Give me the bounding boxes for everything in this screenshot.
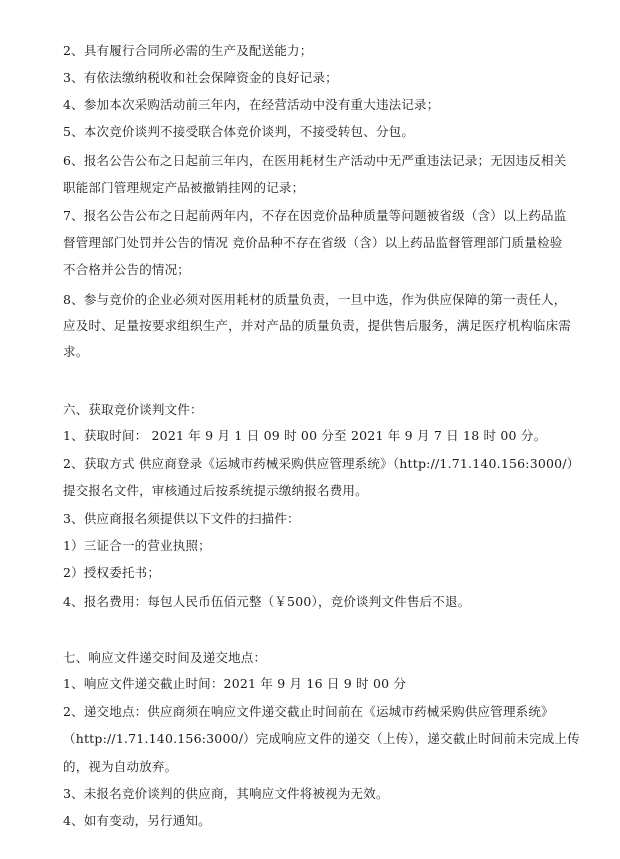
requirement-6-line-1: 6、报名公告公布之日起前三年内，在医用耗材生产活动中无严重违法记录；无因违反相关 xyxy=(63,153,567,168)
requirement-4: 4、参加本次采购活动前三年内，在经营活动中没有重大违法记录； xyxy=(63,97,440,112)
requirement-8-line-3: 求。 xyxy=(63,344,89,359)
section-7-item-2-line-1: 2、递交地点：供应商须在响应文件递交截止时间前在《运城市药械采购供应管理系统》 xyxy=(63,704,554,719)
section-6-item-3: 3、供应商报名须提供以下文件的扫描件： xyxy=(63,511,300,526)
section-7-item-2-line-2: （http://1.71.140.156:3000/）完成响应文件的递交（上传），递交截止时间前未完成上传 xyxy=(63,731,580,746)
requirement-5: 5、本次竞价谈判不接受联合体竞价谈判，不接受转包、分包。 xyxy=(63,124,415,139)
requirement-7-line-2: 督管理部门处罚并公告的情况 竞价品种不存在省级（含）以上药品监督管理部门质量检验 xyxy=(63,235,563,250)
section-7-item-4: 4、如有变动，另行通知。 xyxy=(63,813,211,828)
requirement-8-line-2: 应及时、足量按要求组织生产，并对产品的质量负责，提供售后服务，满足医疗机构临床需 xyxy=(63,318,572,333)
requirement-7-line-3: 不合格并公告的情况； xyxy=(63,262,191,277)
section-6-heading: 六、获取竞价谈判文件： xyxy=(63,402,203,417)
requirement-2: 2、具有履行合同所必需的生产及配送能力； xyxy=(63,43,313,58)
section-6-item-2-line-2: 提交报名文件，审核通过后按系统提示缴纳报名费用。 xyxy=(63,483,368,498)
section-7-heading: 七、响应文件递交时间及递交地点： xyxy=(63,650,267,665)
section-6-item-4: 4、报名费用：每包人民币伍佰元整（￥500），竞价谈判文件售后不退。 xyxy=(63,594,471,609)
requirement-3: 3、有依法缴纳税收和社会保障资金的良好记录； xyxy=(63,70,338,85)
section-7-item-3: 3、未报名竞价谈判的供应商，其响应文件将被视为无效。 xyxy=(63,786,389,801)
section-6-item-2-line-1: 2、获取方式 供应商登录《运城市药械采购供应管理系统》（http://1.71.140.156:3000/） xyxy=(63,456,580,471)
section-6-item-3-sub-2: 2）授权委托书； xyxy=(63,565,161,580)
requirement-6-line-2: 职能部门管理规定产品被撤销挂网的记录； xyxy=(63,180,305,195)
requirement-7-line-1: 7、报名公告公布之日起前两年内，不存在因竞价品种质量等问题被省级（含）以上药品监 xyxy=(63,208,567,223)
requirement-8-line-1: 8、参与竞价的企业必须对医用耗材的质量负责，一旦中选，作为供应保障的第一责任人， xyxy=(63,292,567,307)
section-7-item-2-line-3: 的，视为自动放弃。 xyxy=(63,759,178,774)
section-7-item-1: 1、响应文件递交截止时间：2021 年 9 月 16 日 9 时 00 分 xyxy=(63,676,407,691)
section-6-item-3-sub-1: 1）三证合一的营业执照； xyxy=(63,538,211,553)
section-6-item-1: 1、获取时间： 2021 年 9 月 1 日 09 时 00 分至 2021 年 9 月 7 日 18 时 00 分。 xyxy=(63,428,547,443)
